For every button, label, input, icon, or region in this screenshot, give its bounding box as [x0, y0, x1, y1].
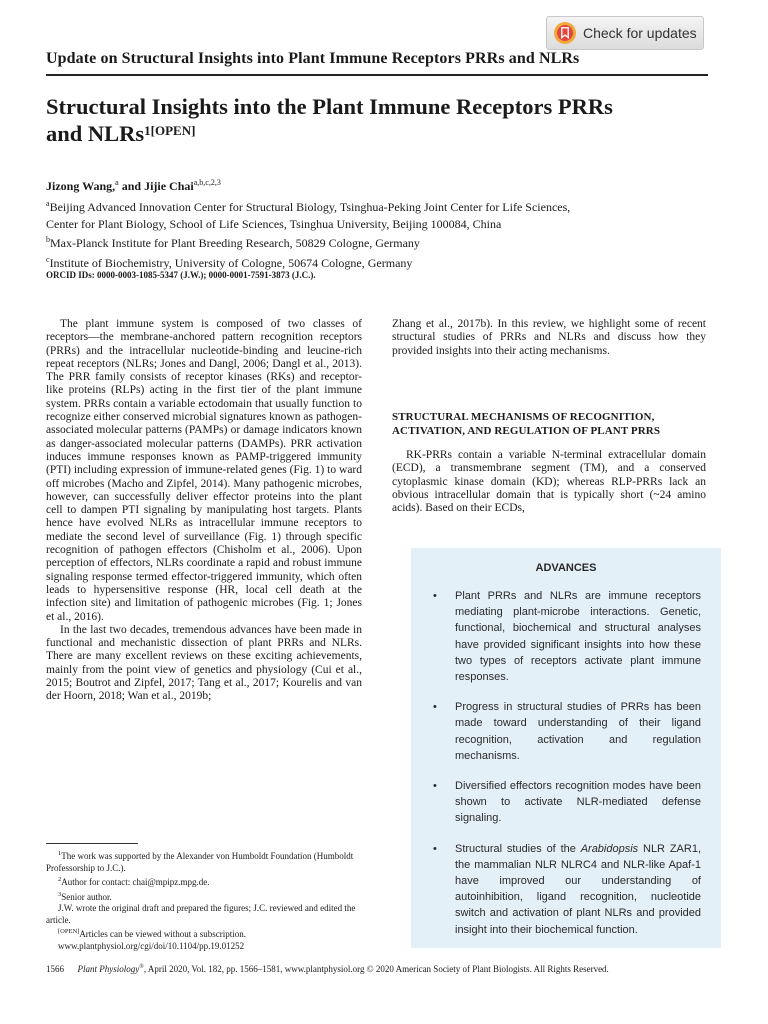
footnote: [46, 941, 362, 953]
affiliation-marker: b: [46, 235, 50, 244]
footnotes: [46, 848, 362, 952]
footnote-marker: [OPEN]: [58, 928, 80, 935]
affiliation-line: [46, 232, 726, 252]
footnote-marker: 1: [58, 850, 62, 857]
advances-list: [431, 588, 701, 938]
author-affil-marker: a: [115, 178, 119, 187]
orcid-ids: ORCID IDs: 0000-0003-1085-5347 (J.W.); 0000-0001-7591-3873 (J.C.).: [46, 270, 316, 280]
footnote: [46, 848, 362, 874]
crossmark-icon: [553, 21, 577, 45]
affiliation-text: Institute of Biochemistry, University of Cologne, 50674 Cologne, Germany: [49, 255, 413, 270]
bullet-icon: •: [433, 842, 437, 855]
body-paragraph: In the last two decades, tremendous advances have been made in functional and mechanistic dissection of plant PRRs and NLRs. There are many excellent reviews on these exciting achievements, mainly from the point view of genetics and physiology (Cui et al., 2015; Boutrot and Zipfel, 2017; Tang et al., 2017; Kourelis and van der Hoorn, 2018; Wan et al., 2019b;: [46, 623, 362, 703]
footnote-divider: [46, 843, 138, 844]
journal-name: Plant Physiology: [77, 964, 140, 974]
footnote-text: Senior author.: [61, 891, 112, 902]
advances-item: [431, 841, 701, 938]
advances-item-text: Structural studies of the: [455, 842, 581, 855]
citation-text: , April 2020, Vol. 182, pp. 1566–1581, www.plantphysiol.org © 2020 American Society of Plant Biologists. All Rights Reserved.: [143, 964, 609, 974]
author-name: Jijie Chai: [144, 179, 194, 193]
check-for-updates-button[interactable]: [546, 16, 704, 50]
body-paragraph: The plant immune system is composed of two classes of receptors—the membrane-anchored pattern recognition receptors (PRRs) and the intracellular nucleotide-binding and leucine-rich repeat receptors (NLRs; Jones and Dangl, 2006; Dangl et al., 2013). The PRR family consists of receptor kinases (RKs) and receptor-like proteins (RLPs) acting in the first tier of the plant immune system. PRRs contain a variable ectodomain that usually function to recognize either conserved microbial signatures known as pathogen-associated molecular patterns (PAMPs) or damage indicators known as danger-associated molecular patterns (DAMPs). PRR activation induces immune responses known as PAMP-triggered immunity (PTI) including expression of immune-related genes (Fig. 1) to ward off microbes (Macho and Zipfel, 2014). Many pathogenic microbes, however, can successfully deliver effector proteins into the plant cell to dampen PTI signaling by manipulating host targets. Plants hence have evolved NLRs as intracellular immune receptors to mediate the second level of surveillance (Fig. 1) through specific recognition of pathogen effectors (Chisholm et al., 2006). Upon perception of effectors, NLRs coordinate a rapid and robust immune signaling response termed effector-triggered immunity, which often leads to hypersensitive response (HR, local cell death at the infection site) and limitation of pathogenic microbes (Fig. 1; Jones et al., 2016).: [46, 318, 362, 623]
page-footer: [46, 964, 726, 974]
contact-email-link[interactable]: Author for contact: chai@mpipz.mpg.de.: [61, 877, 210, 887]
author-conjunction: and: [118, 179, 145, 193]
advances-item: [431, 778, 701, 827]
bullet-icon: •: [433, 780, 437, 793]
footnote-text: J.W. wrote the original draft and prepared the figures; J.C. reviewed and edited the article.: [46, 903, 356, 925]
advances-item: [431, 588, 701, 685]
author-name: Jizong Wang,: [46, 179, 116, 193]
advances-item-text: Plant PRRs and NLRs are immune receptors mediating plant-microbe interactions. Genetic, functional, biochemical and structural analyses have provided significant insights into how these two types of receptors activate plant immune responses.: [455, 590, 701, 684]
advances-item-text: Progress in structural studies of PRRs has been made toward understanding of their ligand recognition, activation and regulation mechanisms.: [455, 701, 701, 762]
affiliation-text: Beijing Advanced Innovation Center for Structural Biology, Tsinghua-Peking Joint Center for Life Sciences,: [49, 200, 571, 214]
running-header: Update on Structural Insights into Plant Immune Receptors PRRs and NLRs: [46, 50, 580, 67]
title-footnote-marker[interactable]: 1[OPEN]: [144, 123, 196, 138]
footnote: [46, 926, 362, 941]
affiliation-line: [46, 252, 726, 272]
affiliation-line: [46, 196, 726, 216]
registered-mark: ®: [139, 964, 144, 970]
footnote-text: The work was supported by the Alexander von Humboldt Foundation (Humboldt Professorship to J.C.).: [46, 851, 354, 873]
affiliation-marker: c: [46, 254, 50, 264]
author-affil-marker: a,b,c,2,3: [193, 178, 221, 187]
advances-item: [431, 699, 701, 764]
advances-title: ADVANCES: [535, 562, 597, 574]
author-list: [46, 178, 221, 194]
article-title: [46, 93, 726, 147]
section-heading: STRUCTURAL MECHANISMS OF RECOGNITION, ACTIVATION, AND REGULATION OF PLANT PRRS: [392, 411, 661, 437]
advances-box: [411, 548, 721, 948]
body-column-right-section: [392, 449, 706, 515]
title-line-2: and NLRs: [46, 121, 145, 146]
footnote-marker: 2: [58, 876, 62, 883]
body-column-right: [392, 318, 706, 358]
bullet-icon: •: [433, 701, 437, 714]
header-divider: [46, 74, 708, 76]
page-number: 1566: [46, 964, 64, 974]
bullet-icon: •: [433, 590, 437, 602]
footnote-marker: 3: [58, 890, 62, 898]
footnote: [46, 903, 362, 926]
advances-item-text: Diversified effectors recognition modes have been shown to activate NLR-mediated defense signaling.: [455, 780, 701, 825]
affiliation-text: Center for Plant Biology, School of Life Sciences, Tsinghua University, Beijing 100084, China: [46, 216, 502, 231]
affiliation-line: [46, 216, 726, 233]
footnote: [46, 874, 362, 889]
affiliation-marker: a: [46, 199, 50, 208]
species-name: Arabidopsis: [580, 842, 639, 855]
check-for-updates-label: Check for updates: [583, 25, 697, 41]
doi-link[interactable]: www.plantphysiol.org/cgi/doi/10.1104/pp.19.01252: [58, 940, 245, 951]
footnote-text: Articles can be viewed without a subscription.: [79, 929, 247, 939]
title-line-1: Structural Insights into the Plant Immune Receptors PRRs: [46, 94, 613, 119]
body-paragraph: RK-PRRs contain a variable N-terminal extracellular domain (ECD), a transmembrane segment (TM), and a conserved cytoplasmic kinase domain (KD); whereas RLP-PRRs lack an obvious intracellular domain that is typically short (~24 amino acids). Based on their ECDs,: [392, 449, 706, 515]
affiliations: [46, 196, 726, 271]
footnote: [46, 889, 362, 904]
body-paragraph: Zhang et al., 2017b). In this review, we highlight some of recent structural studies of PRRs and NLRs and discuss how they provided insights into their acting mechanisms.: [392, 318, 706, 357]
body-column-left: [46, 318, 362, 704]
advances-item-text: NLR ZAR1, the mammalian NLR NLRC4 and NLR-like Apaf-1 have improved our understanding of autoinhibition, ligand recognition, nucleotide switch and activation of plant NLRs and provided insight into their biochemical function.: [455, 842, 701, 936]
affiliation-text: Max-Planck Institute for Plant Breeding Research, 50829 Cologne, Germany: [50, 236, 420, 250]
